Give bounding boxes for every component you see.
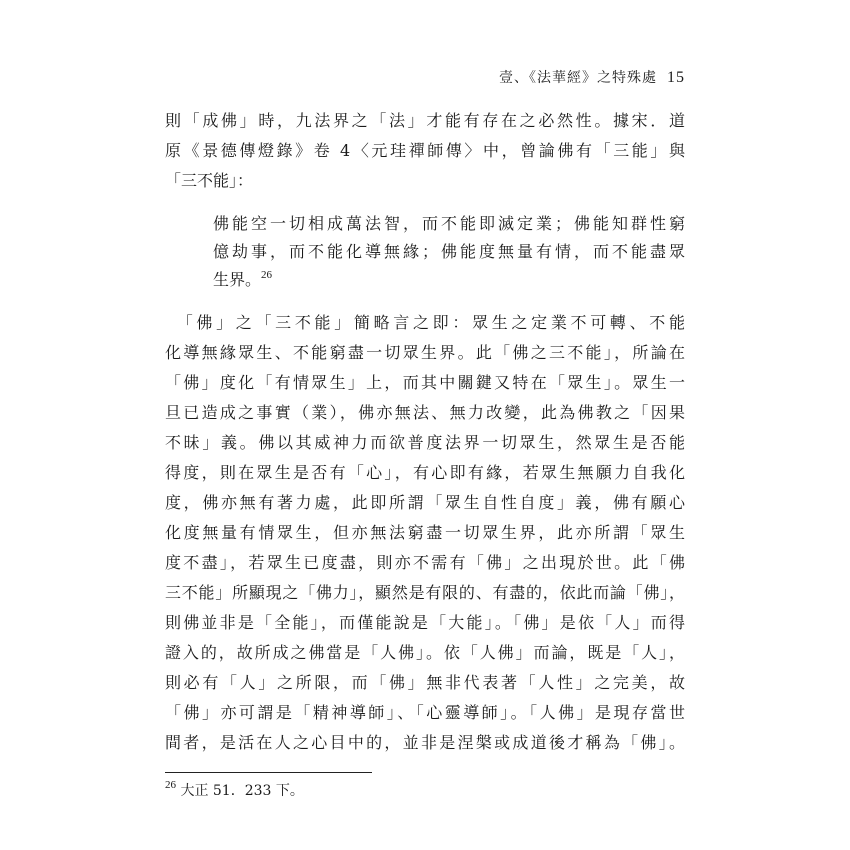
text-line: 不昧」義。佛以其威神力而欲普度法界一切眾生，然眾生是否能	[165, 433, 685, 452]
footnote	[165, 781, 685, 801]
quote-line	[213, 266, 685, 294]
block-quote	[213, 210, 685, 294]
text-line: 則「成佛」時，九法界之「法」才能有存在之必然性。據宋．道	[165, 111, 685, 130]
text-line: 證入的，故所成之佛當是「人佛」。依「人佛」而論，既是「人」，	[165, 643, 685, 662]
text-line: 「佛」亦可謂是「精神導師」、「心靈導師」。「人佛」是現存當世	[165, 703, 685, 722]
quote-line: 佛能空一切相成萬法智，而不能即滅定業；佛能知群性窮	[213, 214, 685, 233]
text-line: 間者，是活在人之心目中的，並非是涅槃或成道後才稱為「佛」。	[165, 733, 685, 752]
footnote-ref: 26	[261, 269, 273, 281]
text-line: 度，佛亦無有著力處，此即所謂「眾生自性自度」義，佛有願心	[165, 493, 685, 512]
text-line: 三不能」所顯現之「佛力」，顯然是有限的、有盡的，依此而論「佛」，	[165, 583, 685, 602]
text-line: 「佛」之「三不能」簡略言之即：眾生之定業不可轉、不能	[165, 313, 685, 332]
text-line: 「佛」度化「有情眾生」上，而其中關鍵又特在「眾生」。眾生一	[165, 373, 685, 392]
text-line: 「三不能」：	[165, 171, 254, 190]
text-line: 化度無量有情眾生，但亦無法窮盡一切眾生界，此亦所謂「眾生	[165, 523, 685, 542]
paragraph-2	[165, 308, 685, 758]
text-line: 化導無緣眾生、不能窮盡一切眾生界。此「佛之三不能」，所論在	[165, 343, 685, 362]
chapter-title: 壹、《法華經》之特殊處	[499, 70, 657, 86]
text-line: 度不盡」，若眾生已度盡，則亦不需有「佛」之出現於世。此「佛	[165, 553, 685, 572]
quote-text: 生界。	[213, 270, 262, 289]
text-line: 旦已造成之事實（業），佛亦無法、無力改變，此為佛教之「因果	[165, 403, 685, 422]
text-line: 則必有「人」之所限，而「佛」無非代表著「人性」之完美，故	[165, 673, 685, 692]
footnote-number: 26	[165, 779, 176, 791]
text-line: 則佛並非是「全能」，而僅能說是「大能」。「佛」是依「人」而得	[165, 613, 685, 632]
footnote-text: 大正 51．233 下。	[180, 783, 304, 799]
paragraph-1	[165, 106, 685, 196]
quote-line: 億劫事，而不能化導無緣；佛能度無量有情，而不能盡眾	[213, 242, 685, 261]
text-line: 原《景德傳燈錄》卷 4〈元珪禪師傳〉中，曾論佛有「三能」與	[165, 141, 685, 160]
footnote-divider	[165, 772, 372, 773]
book-page	[165, 0, 685, 801]
running-header	[165, 68, 685, 88]
text-line: 得度，則在眾生是否有「心」，有心即有緣，若眾生無願力自我化	[165, 463, 685, 482]
page-number: 15	[667, 69, 685, 86]
